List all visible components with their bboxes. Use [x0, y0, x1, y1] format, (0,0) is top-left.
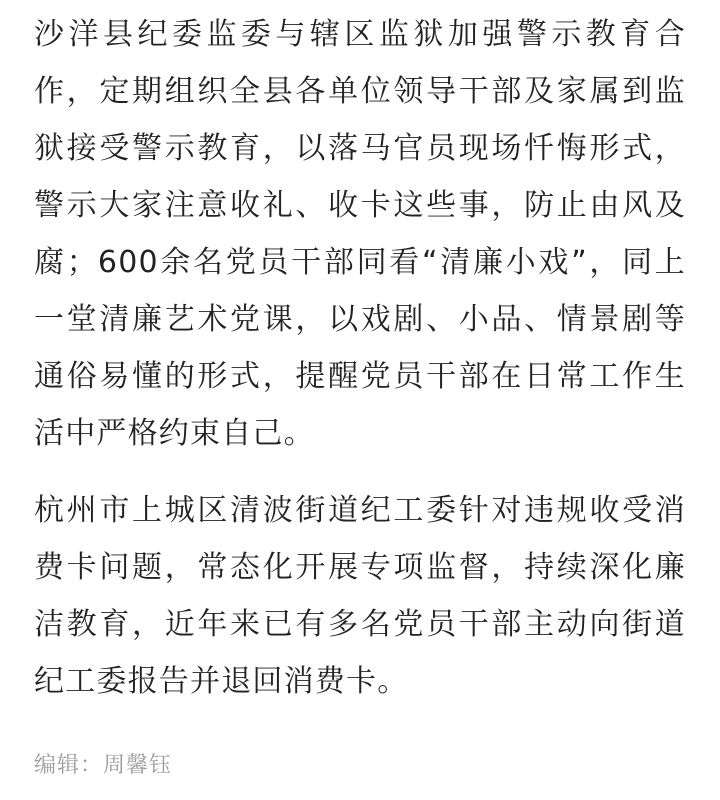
article-paragraph-1: 沙洋县纪委监委与辖区监狱加强警示教育合作，定期组织全县各单位领导干部及家属到监狱接受警示教育，以落马官员现场忏悔形式，警示大家注意收礼、收卡这些事，防止由风及腐；600余名党员干部同看“清廉小戏”，同上一堂清廉艺术党课，以戏剧、小品、情景剧等通俗易懂的形式，提醒党员干部在日常工作生活中严格约束自己。 — [34, 17, 686, 451]
article-paragraph-2: 杭州市上城区清波街道纪工委针对违规收受消费卡问题，常态化开展专项监督，持续深化廉洁教育，近年来已有多名党员干部主动向街道纪工委报告并退回消费卡。 — [34, 493, 686, 699]
editor-credit: 编辑：周馨钰 — [34, 753, 173, 778]
